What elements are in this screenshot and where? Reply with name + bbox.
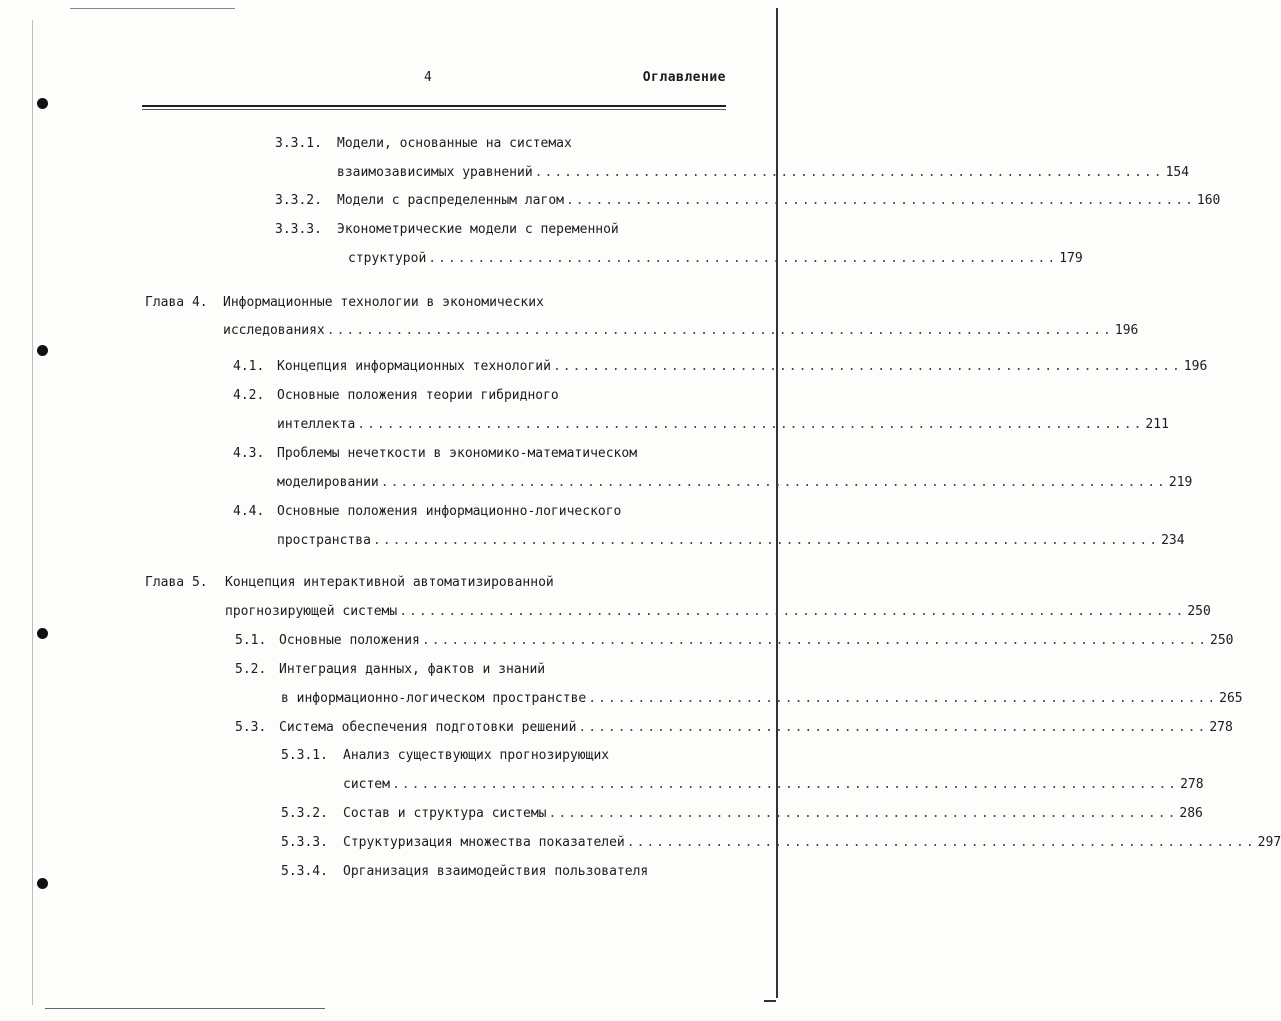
- toc-number: 5.3.2.: [281, 806, 328, 821]
- toc-number: 3.3.1.: [275, 136, 322, 151]
- toc-page: 196: [1114, 323, 1139, 338]
- toc-number: 5.1.: [235, 633, 267, 648]
- toc-page: 154: [1165, 165, 1190, 180]
- toc-entry: [275, 193, 1221, 211]
- toc-title: взаимозависимых уравнений: [337, 165, 533, 180]
- toc-leader: ................................................................................: [399, 604, 1186, 619]
- toc-number: 4.3.: [233, 446, 265, 461]
- toc-title: моделировании: [277, 475, 379, 490]
- toc-title: Эконометрические модели с переменной: [337, 222, 619, 237]
- toc-leader: ................................................................................: [421, 633, 1209, 648]
- toc-leader: ................................................................: [588, 691, 1218, 706]
- toc-page: 278: [1180, 777, 1204, 792]
- toc-title: Основные положения теории гибридного: [277, 388, 559, 403]
- toc-entry: [277, 417, 1169, 435]
- toc-number: 4.4.: [233, 504, 265, 519]
- toc-leader: ................................................................: [565, 193, 1195, 208]
- toc-number: 4.1.: [233, 359, 265, 374]
- toc-title: в информационно-логическом пространстве: [281, 691, 587, 706]
- toc-title: Анализ существующих прогнозирующих: [343, 748, 610, 763]
- toc-number: 5.3.: [235, 720, 267, 735]
- toc-leader: ................................................................................: [391, 777, 1179, 792]
- toc-entry: [235, 720, 1233, 738]
- toc-page: 179: [1059, 251, 1083, 266]
- toc-entry: [233, 504, 725, 522]
- toc-number: Глава 5.: [145, 575, 208, 590]
- toc-page: 250: [1210, 633, 1234, 648]
- toc-page: 278: [1209, 720, 1233, 735]
- toc-title: Основные положения информационно-логического: [277, 504, 622, 519]
- toc-entry: [277, 475, 1193, 493]
- toc-entry: [281, 806, 1203, 824]
- toc-title: Модели, основанные на системах: [337, 136, 572, 151]
- toc-title: интеллекта: [277, 417, 356, 432]
- toc-chapter: [145, 575, 725, 593]
- page-number: 4: [424, 70, 432, 85]
- toc-title: Информационные технологии в экономических: [223, 295, 544, 310]
- toc-leader: ................................................................................: [380, 475, 1167, 490]
- toc-number: 5.2.: [235, 662, 267, 677]
- toc-leader: ................................................................: [626, 835, 1256, 850]
- toc-number: 5.3.4.: [281, 864, 328, 879]
- toc-page: 286: [1179, 806, 1203, 821]
- toc-title: Концепция интерактивной автоматизированной: [225, 575, 554, 590]
- toc-page: 219: [1168, 475, 1193, 490]
- toc-title: Проблемы нечеткости в экономико-математическом: [277, 446, 638, 461]
- toc-entry: [235, 633, 1234, 651]
- toc-number: Глава 4.: [145, 295, 208, 310]
- toc-entry: [233, 359, 1208, 377]
- toc-number: 4.2.: [233, 388, 265, 403]
- toc-entry: [233, 446, 725, 464]
- toc-entry: [277, 533, 1185, 551]
- toc-leader: ................................................................: [578, 720, 1208, 735]
- toc-title: исследованиях: [223, 323, 325, 338]
- toc-title: структурой: [348, 251, 427, 266]
- toc-chapter: [145, 295, 725, 313]
- toc-entry: [281, 864, 725, 882]
- toc-entry: [348, 251, 1083, 269]
- toc-title: Структуризация множества показателей: [343, 835, 625, 850]
- toc-page: 160: [1196, 193, 1221, 208]
- page-title: Оглавление: [642, 70, 726, 85]
- toc-title: Основные положения: [279, 633, 420, 648]
- toc-number: 5.3.3.: [281, 835, 328, 850]
- toc-title: Состав и структура системы: [343, 806, 547, 821]
- toc-entry: [275, 136, 725, 154]
- toc-title: пространства: [277, 533, 371, 548]
- toc-entry: [343, 777, 1204, 795]
- toc-entry: [275, 222, 725, 240]
- toc-entry: [337, 165, 1190, 183]
- toc-page: 234: [1161, 533, 1185, 548]
- toc-entry: [225, 604, 1211, 622]
- toc-page: 250: [1187, 604, 1211, 619]
- toc-entry: [233, 388, 725, 406]
- toc-page: 297: [1257, 835, 1281, 850]
- toc-number: 3.3.3.: [275, 222, 322, 237]
- toc-entry: [235, 662, 725, 680]
- toc-entry: [281, 835, 1281, 853]
- toc-leader: ................................................................: [534, 165, 1164, 180]
- toc-title: Система обеспечения подготовки решений: [279, 720, 577, 735]
- toc-title: прогнозирующей системы: [225, 604, 398, 619]
- toc-entry: [281, 691, 1243, 709]
- toc-entry: [281, 748, 725, 766]
- toc-title: Модели с распределенным лагом: [337, 193, 564, 208]
- toc-page: 265: [1219, 691, 1243, 706]
- toc-title: Концепция информационных технологий: [277, 359, 551, 374]
- toc-page: 196: [1183, 359, 1208, 374]
- toc-title: Интеграция данных, фактов и знаний: [279, 662, 546, 677]
- toc-leader: ................................................................: [548, 806, 1178, 821]
- toc-leader: ................................................................: [428, 251, 1058, 266]
- toc-page: 211: [1145, 417, 1169, 432]
- toc-leader: ................................................................................: [372, 533, 1160, 548]
- toc-entry: [223, 323, 1139, 341]
- toc-leader: ................................................................................: [326, 323, 1113, 338]
- toc-leader: ................................................................................: [357, 417, 1144, 432]
- toc-title: систем: [343, 777, 390, 792]
- toc-number: 5.3.1.: [281, 748, 328, 763]
- toc-leader: ................................................................: [552, 359, 1182, 374]
- toc-number: 3.3.2.: [275, 193, 322, 208]
- toc-title: Организация взаимодействия пользователя: [343, 864, 649, 879]
